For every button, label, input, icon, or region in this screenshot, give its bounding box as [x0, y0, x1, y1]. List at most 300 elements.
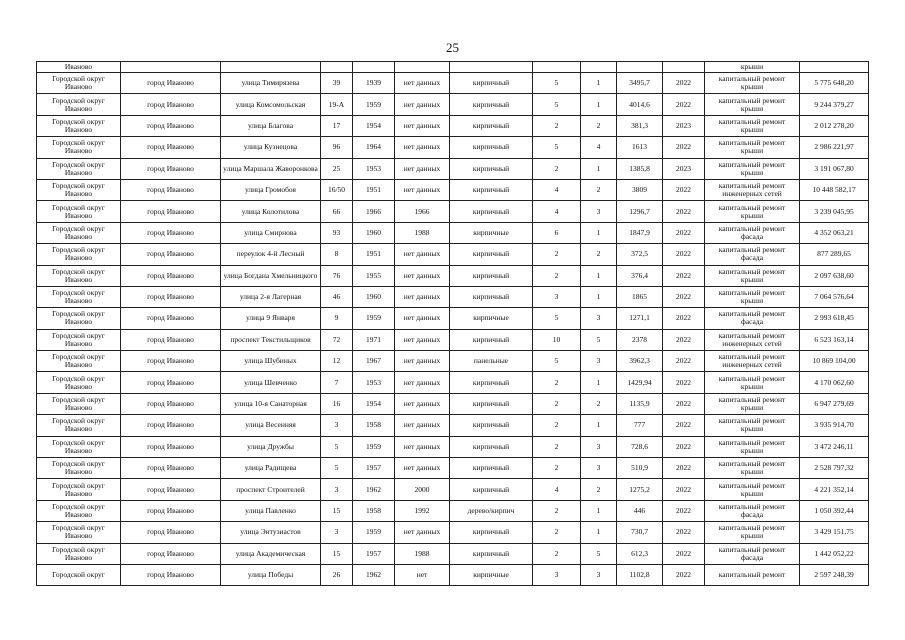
cell-street: улица Дружбы: [221, 436, 321, 457]
cell-cost: 4 170 062,60: [800, 372, 869, 393]
cell-built: 1960: [353, 222, 395, 243]
cell-okrug: Городской округ Иваново: [37, 522, 121, 543]
cell-overhaul: нет данных: [395, 329, 450, 350]
cell-work: капитальный ремонт крыши: [705, 265, 800, 286]
cell-entrances: 1: [581, 500, 617, 521]
cell-entrances: 3: [581, 201, 617, 222]
cell-cost: 1 050 392,44: [800, 500, 869, 521]
cell-built: 1958: [353, 415, 395, 436]
cell-floors: 2: [533, 500, 581, 521]
cell-house: 7: [321, 372, 353, 393]
cell-built: 1962: [353, 479, 395, 500]
cell-city: город Иваново: [121, 522, 221, 543]
cell-house: 66: [321, 201, 353, 222]
cell-overhaul: нет данных: [395, 244, 450, 265]
cell-work: капитальный ремонт фасада: [705, 308, 800, 329]
table-row: [37, 179, 869, 200]
cell-street: улица 10-я Санаторная: [221, 393, 321, 414]
cell-built: 1960: [353, 286, 395, 307]
cell-work: капитальный ремонт фасада: [705, 222, 800, 243]
cell-floors: 5: [533, 94, 581, 115]
cell-entrances: 2: [581, 244, 617, 265]
cell-built: 1959: [353, 436, 395, 457]
cell-cost: 2 993 618,45: [800, 308, 869, 329]
cell-overhaul: нет данных: [395, 522, 450, 543]
cell-house: 15: [321, 500, 353, 521]
table-row: [37, 522, 869, 543]
cell-entrances: 3: [581, 458, 617, 479]
cell-overhaul: нет данных: [395, 286, 450, 307]
cell-okrug: Городской округ Иваново: [37, 308, 121, 329]
cell-material: кирпичный: [450, 73, 533, 94]
cell-street: проспект Текстильщиков: [221, 329, 321, 350]
cell-house: 12: [321, 351, 353, 372]
cell-year: 2022: [663, 415, 705, 436]
cell-area: 1271,1: [617, 308, 663, 329]
cell-floors: 3: [533, 564, 581, 585]
cell-overhaul: нет данных: [395, 179, 450, 200]
cell-work: капитальный ремонт крыши: [705, 201, 800, 222]
cell-entrances: 3: [581, 351, 617, 372]
cell-work: капитальный ремонт фасада: [705, 500, 800, 521]
cell-built: 1966: [353, 201, 395, 222]
cell-overhaul: нет данных: [395, 351, 450, 372]
cell-cost: 877 289,65: [800, 244, 869, 265]
table-row: [37, 351, 869, 372]
cell-built: 1953: [353, 158, 395, 179]
cell-area: 728,6: [617, 436, 663, 457]
cell-street: улица Академическая: [221, 543, 321, 564]
table-row: [37, 479, 869, 500]
cell-overhaul: нет данных: [395, 415, 450, 436]
cell-house: 8: [321, 244, 353, 265]
cell-city: город Иваново: [121, 393, 221, 414]
cell-area: 1429,94: [617, 372, 663, 393]
cell-year: 2023: [663, 158, 705, 179]
cell-built: 1959: [353, 522, 395, 543]
table-row: [37, 286, 869, 307]
cell-city: город Иваново: [121, 286, 221, 307]
table-row: [37, 500, 869, 521]
cell-material: кирпичный: [450, 393, 533, 414]
cell-built: 1959: [353, 94, 395, 115]
cell-year: 2022: [663, 436, 705, 457]
cell-built: 1955: [353, 265, 395, 286]
cell-area: 3495,7: [617, 73, 663, 94]
cell-house: 9: [321, 308, 353, 329]
cell-work: капитальный ремонт инженерных сетей: [705, 351, 800, 372]
cell-city: город Иваново: [121, 436, 221, 457]
cell-year: 2022: [663, 543, 705, 564]
cell-built: 1957: [353, 458, 395, 479]
cell-material: дерево/кирпич: [450, 500, 533, 521]
cell-cost: 6 523 163,14: [800, 329, 869, 350]
table-row: [37, 564, 869, 585]
cell-overhaul: нет данных: [395, 436, 450, 457]
cell-year: 2022: [663, 94, 705, 115]
cell-year: 2022: [663, 500, 705, 521]
cell-floors: 4: [533, 179, 581, 200]
cell-entrances: 1: [581, 286, 617, 307]
table-row: [37, 201, 869, 222]
cell-area: 1865: [617, 286, 663, 307]
cell-year: 2022: [663, 137, 705, 158]
cell-work: капитальный ремонт крыши: [705, 372, 800, 393]
cell-house: 39: [321, 73, 353, 94]
cell-material: кирпичный: [450, 372, 533, 393]
cell-area: 376,4: [617, 265, 663, 286]
cell-cost: 2 597 248,39: [800, 564, 869, 585]
cell-year: 2022: [663, 458, 705, 479]
cell-floors: 3: [533, 286, 581, 307]
cell-work: капитальный ремонт крыши: [705, 94, 800, 115]
cell-street: улица Весенняя: [221, 415, 321, 436]
cell-built: 1962: [353, 564, 395, 585]
cell-house: 5: [321, 458, 353, 479]
table-row: [37, 372, 869, 393]
cell-material: кирпичный: [450, 137, 533, 158]
cell-entrances: 2: [581, 179, 617, 200]
cell-material: кирпичный: [450, 179, 533, 200]
cell-street: улица Комсомольская: [221, 94, 321, 115]
cell-built: 1954: [353, 115, 395, 136]
cell-city: город Иваново: [121, 458, 221, 479]
table-body: [37, 62, 869, 586]
cell-okrug: Городской округ Иваново: [37, 543, 121, 564]
cell-floors: 2: [533, 415, 581, 436]
cell-floors: 2: [533, 522, 581, 543]
cell-okrug: Городской округ Иваново: [37, 351, 121, 372]
cell-built: 1971: [353, 329, 395, 350]
cell-entrances: 1: [581, 372, 617, 393]
cell-cost: 2 528 797,32: [800, 458, 869, 479]
cell-street: улица Энтузиастов: [221, 522, 321, 543]
cell-material: кирпичный: [450, 522, 533, 543]
cell-area: 1275,2: [617, 479, 663, 500]
cell-okrug: Городской округ Иваново: [37, 158, 121, 179]
cell-year: 2022: [663, 179, 705, 200]
cell-area: 1613: [617, 137, 663, 158]
cell-work: капитальный ремонт инженерных сетей: [705, 329, 800, 350]
cell-overhaul: нет данных: [395, 308, 450, 329]
cell-cost: 2 012 278,20: [800, 115, 869, 136]
cell-overhaul: 1966: [395, 201, 450, 222]
cell-floors: 2: [533, 458, 581, 479]
cell-house: 16/50: [321, 179, 353, 200]
cell-okrug: Городской округ: [37, 564, 121, 585]
cell-okrug: Городской округ Иваново: [37, 244, 121, 265]
cell-year: 2022: [663, 201, 705, 222]
table-row: [37, 158, 869, 179]
cell-okrug: Городской округ Иваново: [37, 393, 121, 414]
cell-area: 1847,9: [617, 222, 663, 243]
cell-year: 2022: [663, 244, 705, 265]
cell-floors: 5: [533, 351, 581, 372]
cell-cost: 7 064 576,64: [800, 286, 869, 307]
cell-area: 446: [617, 500, 663, 521]
cell-entrances: 1: [581, 222, 617, 243]
cell-work: капитальный ремонт крыши: [705, 137, 800, 158]
cell-material: кирпичные: [450, 308, 533, 329]
cell-built: 1957: [353, 543, 395, 564]
cell-city: город Иваново: [121, 244, 221, 265]
cell-built: 1953: [353, 372, 395, 393]
cell-entrances: 5: [581, 543, 617, 564]
cell-floors: 2: [533, 436, 581, 457]
cell-material: кирпичный: [450, 244, 533, 265]
cell-cost: 2 097 638,60: [800, 265, 869, 286]
table-row: [37, 137, 869, 158]
cell-floors: 2: [533, 543, 581, 564]
cell-entrances: 3: [581, 564, 617, 585]
cell-area: 1296,7: [617, 201, 663, 222]
cell-floors: 5: [533, 137, 581, 158]
cell-okrug: Городской округ Иваново: [37, 94, 121, 115]
cell-floors: 10: [533, 329, 581, 350]
cell-area: 4014,6: [617, 94, 663, 115]
cell-overhaul: нет данных: [395, 393, 450, 414]
cell-built: 1958: [353, 500, 395, 521]
cell-okrug: Городской округ Иваново: [37, 479, 121, 500]
cell-street: улица 2-я Лагерная: [221, 286, 321, 307]
cell-overhaul: 1988: [395, 543, 450, 564]
cell-street: улица Кузнецова: [221, 137, 321, 158]
cell-area: 510,9: [617, 458, 663, 479]
cell-okrug: Городской округ Иваново: [37, 329, 121, 350]
cell-entrances: 2: [581, 393, 617, 414]
cell-work: капитальный ремонт крыши: [705, 458, 800, 479]
cell-okrug: Городской округ Иваново: [37, 179, 121, 200]
cell-street: улица Тимирязева: [221, 73, 321, 94]
cell-house: 76: [321, 265, 353, 286]
cell-entrances: 1: [581, 522, 617, 543]
cell-year: 2022: [663, 522, 705, 543]
cell-entrances: 1: [581, 158, 617, 179]
cell-material: кирпичный: [450, 286, 533, 307]
cell-overhaul: 2000: [395, 479, 450, 500]
cell-work: капитальный ремонт крыши: [705, 436, 800, 457]
cell-house: 26: [321, 564, 353, 585]
cell-year: 2022: [663, 479, 705, 500]
cell-cost: 4 352 063,21: [800, 222, 869, 243]
cell-city: город Иваново: [121, 222, 221, 243]
cell-overhaul: нет данных: [395, 73, 450, 94]
table-row: [37, 415, 869, 436]
cell-house: 25: [321, 158, 353, 179]
cell-cost: 3 472 246,11: [800, 436, 869, 457]
cell-area: 3809: [617, 179, 663, 200]
cell-work: капитальный ремонт крыши: [705, 415, 800, 436]
cell-floors: 2: [533, 244, 581, 265]
cell-area: 2378: [617, 329, 663, 350]
cell-floors: 2: [533, 158, 581, 179]
cell-area: 1385,8: [617, 158, 663, 179]
cell-cost: 2 986 221,97: [800, 137, 869, 158]
cell-floors: 4: [533, 201, 581, 222]
cell-city: город Иваново: [121, 543, 221, 564]
cell-work: капитальный ремонт крыши: [705, 286, 800, 307]
cell-area: 381,3: [617, 115, 663, 136]
cell-material: кирпичные: [450, 564, 533, 585]
cell-built: 1939: [353, 73, 395, 94]
cell-work: капитальный ремонт фасада: [705, 543, 800, 564]
cell-okrug: Городской округ Иваново: [37, 458, 121, 479]
cell-house: 46: [321, 286, 353, 307]
cell-okrug: Иваново: [37, 62, 121, 73]
cell-entrances: 5: [581, 329, 617, 350]
cell-overhaul: нет данных: [395, 94, 450, 115]
cell-cost: 5 775 648,20: [800, 73, 869, 94]
cell-city: город Иваново: [121, 73, 221, 94]
cell-floors: 6: [533, 222, 581, 243]
cell-okrug: Городской округ Иваново: [37, 500, 121, 521]
cell-house: 3: [321, 415, 353, 436]
table-row-continued: [37, 62, 869, 73]
cell-street: переулок 4-й Лесный: [221, 244, 321, 265]
cell-material: кирпичный: [450, 458, 533, 479]
cell-house: 15: [321, 543, 353, 564]
cell-okrug: Городской округ Иваново: [37, 372, 121, 393]
cell-year: 2022: [663, 372, 705, 393]
cell-work: капитальный ремонт крыши: [705, 115, 800, 136]
table-row: [37, 115, 869, 136]
cell-city: город Иваново: [121, 415, 221, 436]
cell-work: капитальный ремонт крыши: [705, 73, 800, 94]
cell-street: улица Радищева: [221, 458, 321, 479]
cell-work: капитальный ремонт фасада: [705, 244, 800, 265]
cell-overhaul: нет данных: [395, 137, 450, 158]
cell-year: 2022: [663, 222, 705, 243]
cell-street: проспект Строителей: [221, 479, 321, 500]
cell-street: улица Павленко: [221, 500, 321, 521]
cell-okrug: Городской округ Иваново: [37, 115, 121, 136]
cell-cost: 3 429 151,75: [800, 522, 869, 543]
cell-street: улица Шевченко: [221, 372, 321, 393]
table-row: [37, 244, 869, 265]
cell-entrances: 1: [581, 265, 617, 286]
cell-overhaul: нет данных: [395, 158, 450, 179]
cell-house: 96: [321, 137, 353, 158]
cell-entrances: 1: [581, 94, 617, 115]
cell-work: капитальный ремонт крыши: [705, 393, 800, 414]
cell-year: 2022: [663, 329, 705, 350]
cell-overhaul: нет данных: [395, 115, 450, 136]
cell-work: капитальный ремонт крыши: [705, 158, 800, 179]
cell-cost: 10 448 582,17: [800, 179, 869, 200]
cell-city: город Иваново: [121, 137, 221, 158]
cell-area: 1135,9: [617, 393, 663, 414]
cell-city: город Иваново: [121, 564, 221, 585]
cell-built: 1954: [353, 393, 395, 414]
cell-house: 16: [321, 393, 353, 414]
cell-work: крыши: [705, 62, 800, 73]
cell-street: улица Маршала Жаворонкова: [221, 158, 321, 179]
cell-work: капитальный ремонт: [705, 564, 800, 585]
cell-city: город Иваново: [121, 329, 221, 350]
cell-year: 2022: [663, 351, 705, 372]
cell-overhaul: нет данных: [395, 265, 450, 286]
cell-city: город Иваново: [121, 179, 221, 200]
table-row: [37, 73, 869, 94]
cell-material: кирпичные: [450, 222, 533, 243]
cell-city: город Иваново: [121, 265, 221, 286]
cell-city: город Иваново: [121, 308, 221, 329]
cell-okrug: Городской округ Иваново: [37, 201, 121, 222]
cell-area: 730,7: [617, 522, 663, 543]
cell-year: 2022: [663, 265, 705, 286]
cell-entrances: 1: [581, 415, 617, 436]
cell-floors: 5: [533, 308, 581, 329]
table-row: [37, 94, 869, 115]
cell-year: 2023: [663, 115, 705, 136]
cell-street: улица Шубиных: [221, 351, 321, 372]
cell-city: город Иваново: [121, 94, 221, 115]
table-row: [37, 265, 869, 286]
cell-area: 1102,8: [617, 564, 663, 585]
cell-built: 1951: [353, 179, 395, 200]
table-row: [37, 393, 869, 414]
cell-work: капитальный ремонт инженерных сетей: [705, 179, 800, 200]
cell-floors: 2: [533, 372, 581, 393]
cell-material: кирпичный: [450, 329, 533, 350]
cell-year: 2022: [663, 564, 705, 585]
cell-street: улица Громобоя: [221, 179, 321, 200]
cell-material: кирпичный: [450, 201, 533, 222]
cell-house: 3: [321, 479, 353, 500]
cell-material: кирпичный: [450, 415, 533, 436]
cell-area: 612,3: [617, 543, 663, 564]
cell-okrug: Городской округ Иваново: [37, 415, 121, 436]
table-row: [37, 458, 869, 479]
cell-cost: 4 221 352,14: [800, 479, 869, 500]
cell-house: 93: [321, 222, 353, 243]
cell-material: кирпичный: [450, 436, 533, 457]
cell-built: 1951: [353, 244, 395, 265]
cell-year: 2022: [663, 286, 705, 307]
cell-floors: 2: [533, 265, 581, 286]
cell-overhaul: 1988: [395, 222, 450, 243]
cell-material: кирпичный: [450, 543, 533, 564]
cell-cost: 3 239 045,95: [800, 201, 869, 222]
cell-material: кирпичный: [450, 158, 533, 179]
cell-cost: 1 442 052,22: [800, 543, 869, 564]
cell-cost: 6 947 279,69: [800, 393, 869, 414]
cell-built: 1964: [353, 137, 395, 158]
cell-entrances: 3: [581, 308, 617, 329]
cell-house: 5: [321, 436, 353, 457]
cell-material: кирпичный: [450, 265, 533, 286]
cell-material: кирпичный: [450, 479, 533, 500]
cell-area: 777: [617, 415, 663, 436]
cell-street: улица Колотилова: [221, 201, 321, 222]
cell-overhaul: нет данных: [395, 458, 450, 479]
cell-city: город Иваново: [121, 115, 221, 136]
cell-area: 3962,3: [617, 351, 663, 372]
cell-city: город Иваново: [121, 201, 221, 222]
cell-city: город Иваново: [121, 500, 221, 521]
cell-floors: 2: [533, 393, 581, 414]
table-row: [37, 308, 869, 329]
cell-overhaul: нет: [395, 564, 450, 585]
cell-overhaul: нет данных: [395, 372, 450, 393]
cell-entrances: 4: [581, 137, 617, 158]
cell-material: кирпичный: [450, 94, 533, 115]
cell-street: улица Благова: [221, 115, 321, 136]
cell-house: 3: [321, 522, 353, 543]
cell-okrug: Городской округ Иваново: [37, 286, 121, 307]
cell-house: 19-А: [321, 94, 353, 115]
cell-street: улица 9 Января: [221, 308, 321, 329]
